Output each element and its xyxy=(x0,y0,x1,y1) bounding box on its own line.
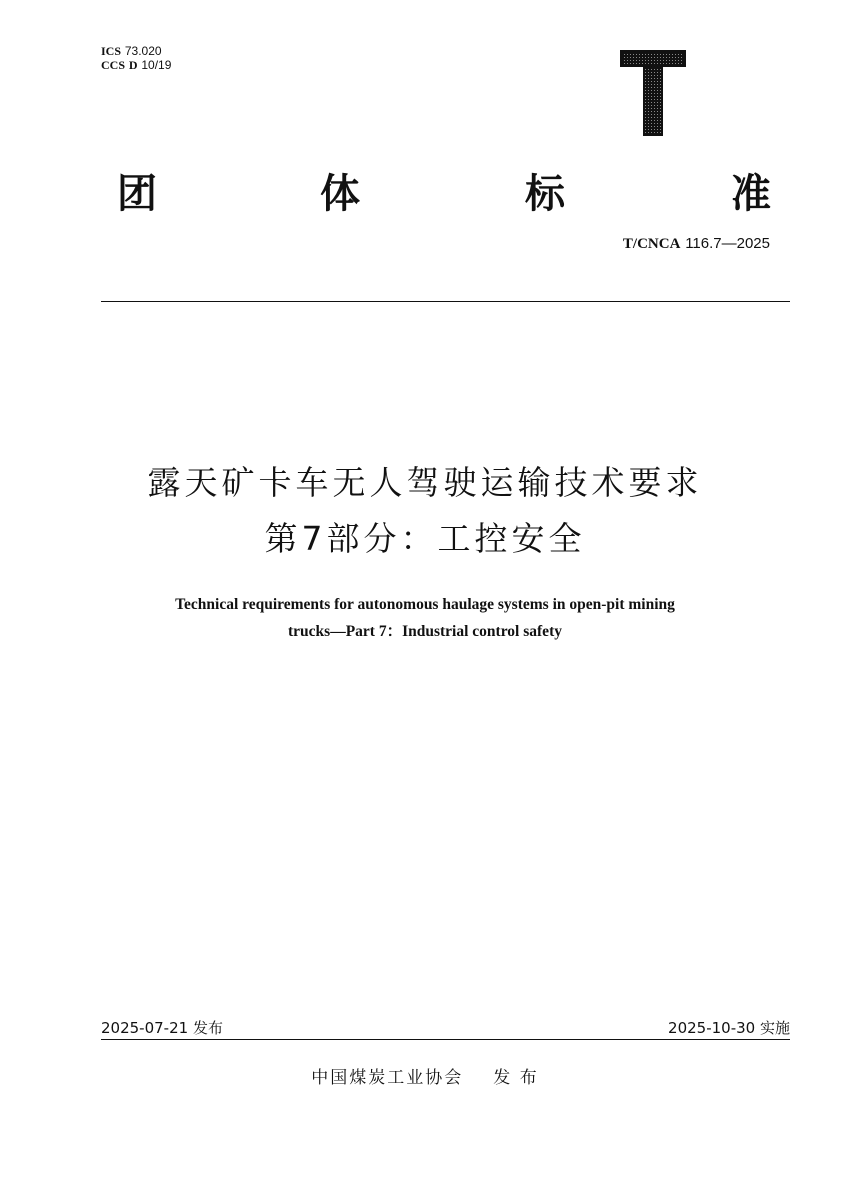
ccs-label: CCS xyxy=(101,58,126,72)
doc-type-char-3: 标 xyxy=(525,171,565,217)
title-en-line1: Technical requirements for autonomous haulage systems in open-pit mining xyxy=(175,596,675,613)
ccs-code xyxy=(101,58,171,72)
bottom-rule xyxy=(101,1039,790,1040)
standard-prefix: T/CNCA xyxy=(622,236,681,252)
issuer xyxy=(0,1063,850,1088)
doc-type-char-1: 团 xyxy=(117,171,157,217)
doc-type-char-2: 体 xyxy=(320,171,360,217)
issuer-name: 中国煤炭工业协会 xyxy=(311,1068,464,1088)
ics-value: 73.020 xyxy=(124,44,162,58)
top-rule xyxy=(101,301,790,302)
title-cn-line2: 第7部分：工控安全 xyxy=(264,519,586,558)
publish-date: 2025-07-21 发布 xyxy=(101,1019,223,1037)
standard-type-t-logo xyxy=(620,50,686,136)
ics-label: ICS xyxy=(101,44,122,58)
ics-code xyxy=(101,44,162,58)
implement-date: 2025-10-30 实施 xyxy=(668,1019,790,1037)
ccs-value: 10/19 xyxy=(141,58,172,72)
standard-number xyxy=(623,234,770,253)
ccs-class: D xyxy=(128,58,138,72)
title-en-line2: trucks—Part 7：Industrial control safety xyxy=(288,623,562,640)
title-cn-line1: 露天矿卡车无人驾驶运输技术要求 xyxy=(147,463,703,502)
standard-number-value: 116.7—2025 xyxy=(685,235,770,252)
issuer-action: 发 布 xyxy=(493,1068,539,1088)
doc-type-char-4: 准 xyxy=(731,171,771,217)
